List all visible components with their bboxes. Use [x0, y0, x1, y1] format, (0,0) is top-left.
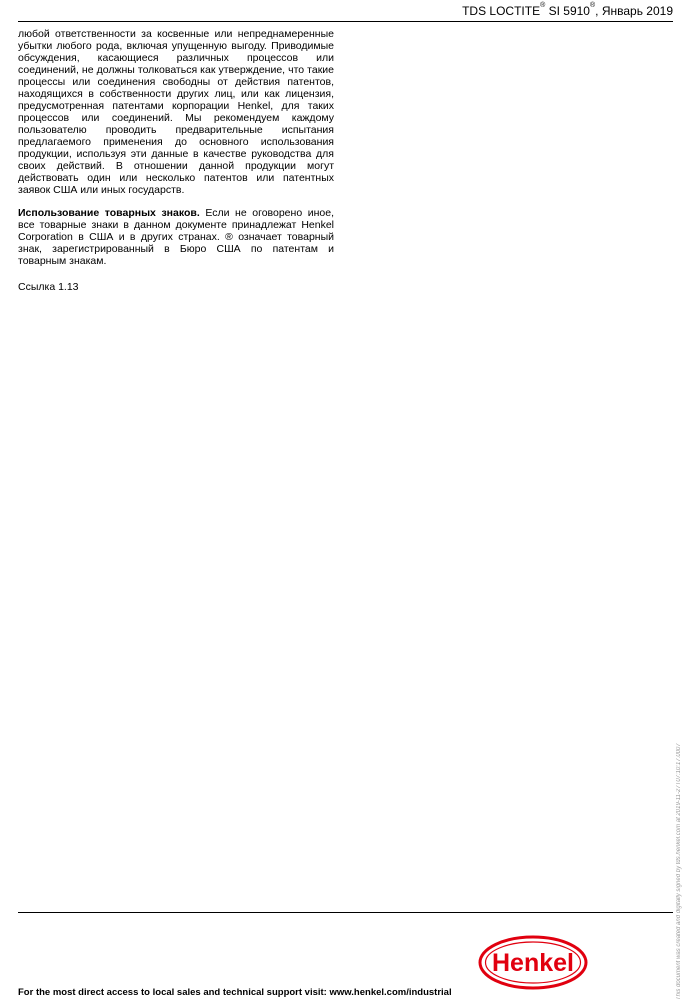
footer-divider — [18, 912, 673, 913]
header-date: , Январь 2019 — [595, 4, 673, 18]
trademark-text: Если не оговорено иное, все товарные знаки в данном документе принадлежат Henkel Corporation в США и в других странах. ® означает товарный знак, зарегистрированный в Бюро США по патентам и товарным знакам. — [18, 207, 334, 267]
support-link-text: For the most direct access to local sales and technical support visit: www.henkel.com/industrial — [18, 987, 452, 998]
trademark-paragraph — [18, 207, 334, 267]
registered-mark: ® — [589, 2, 596, 9]
document-title — [462, 4, 673, 18]
text-column — [18, 28, 334, 293]
header-prefix: TDS LOCTITE — [462, 4, 541, 18]
registered-mark: ® — [540, 2, 546, 9]
liability-paragraph: любой ответственности за косвенные или непреднамеренные убытки любого рода, включая упущенную выгоду. Приводимые обсуждения, касающиеся различных процессов или соединений, не должны толковаться как утверждение, что такие процессы или соединения свободны от действия патентов, находящихся в собственности других лиц, или как лицензия, предусмотренная патентами корпорации Henkel, для таких процессов или соединений. Мы рекомендуем каждому пользователю проводить предварительные испытания предлагаемого применения до основного использования продукции, используя эти данные в качестве руководства для своих действий. В отношении данной продукции могут действовать один или несколько патентов или патентных заявок США или иных государств. — [18, 28, 334, 196]
logo-wordmark: Henkel — [492, 949, 574, 977]
side-watermark — [676, 650, 688, 1000]
side-watermark-text: This document was created and digitally signed by tds.henkel.com at 2019-11-27T07:10:17.0007 — [676, 743, 682, 1000]
henkel-logo — [478, 935, 588, 990]
page-header — [18, 0, 673, 22]
header-product: SI 5910 — [545, 4, 590, 18]
reference-number: Ссылка 1.13 — [18, 281, 79, 293]
trademark-heading: Использование товарных знаков. — [18, 207, 200, 219]
